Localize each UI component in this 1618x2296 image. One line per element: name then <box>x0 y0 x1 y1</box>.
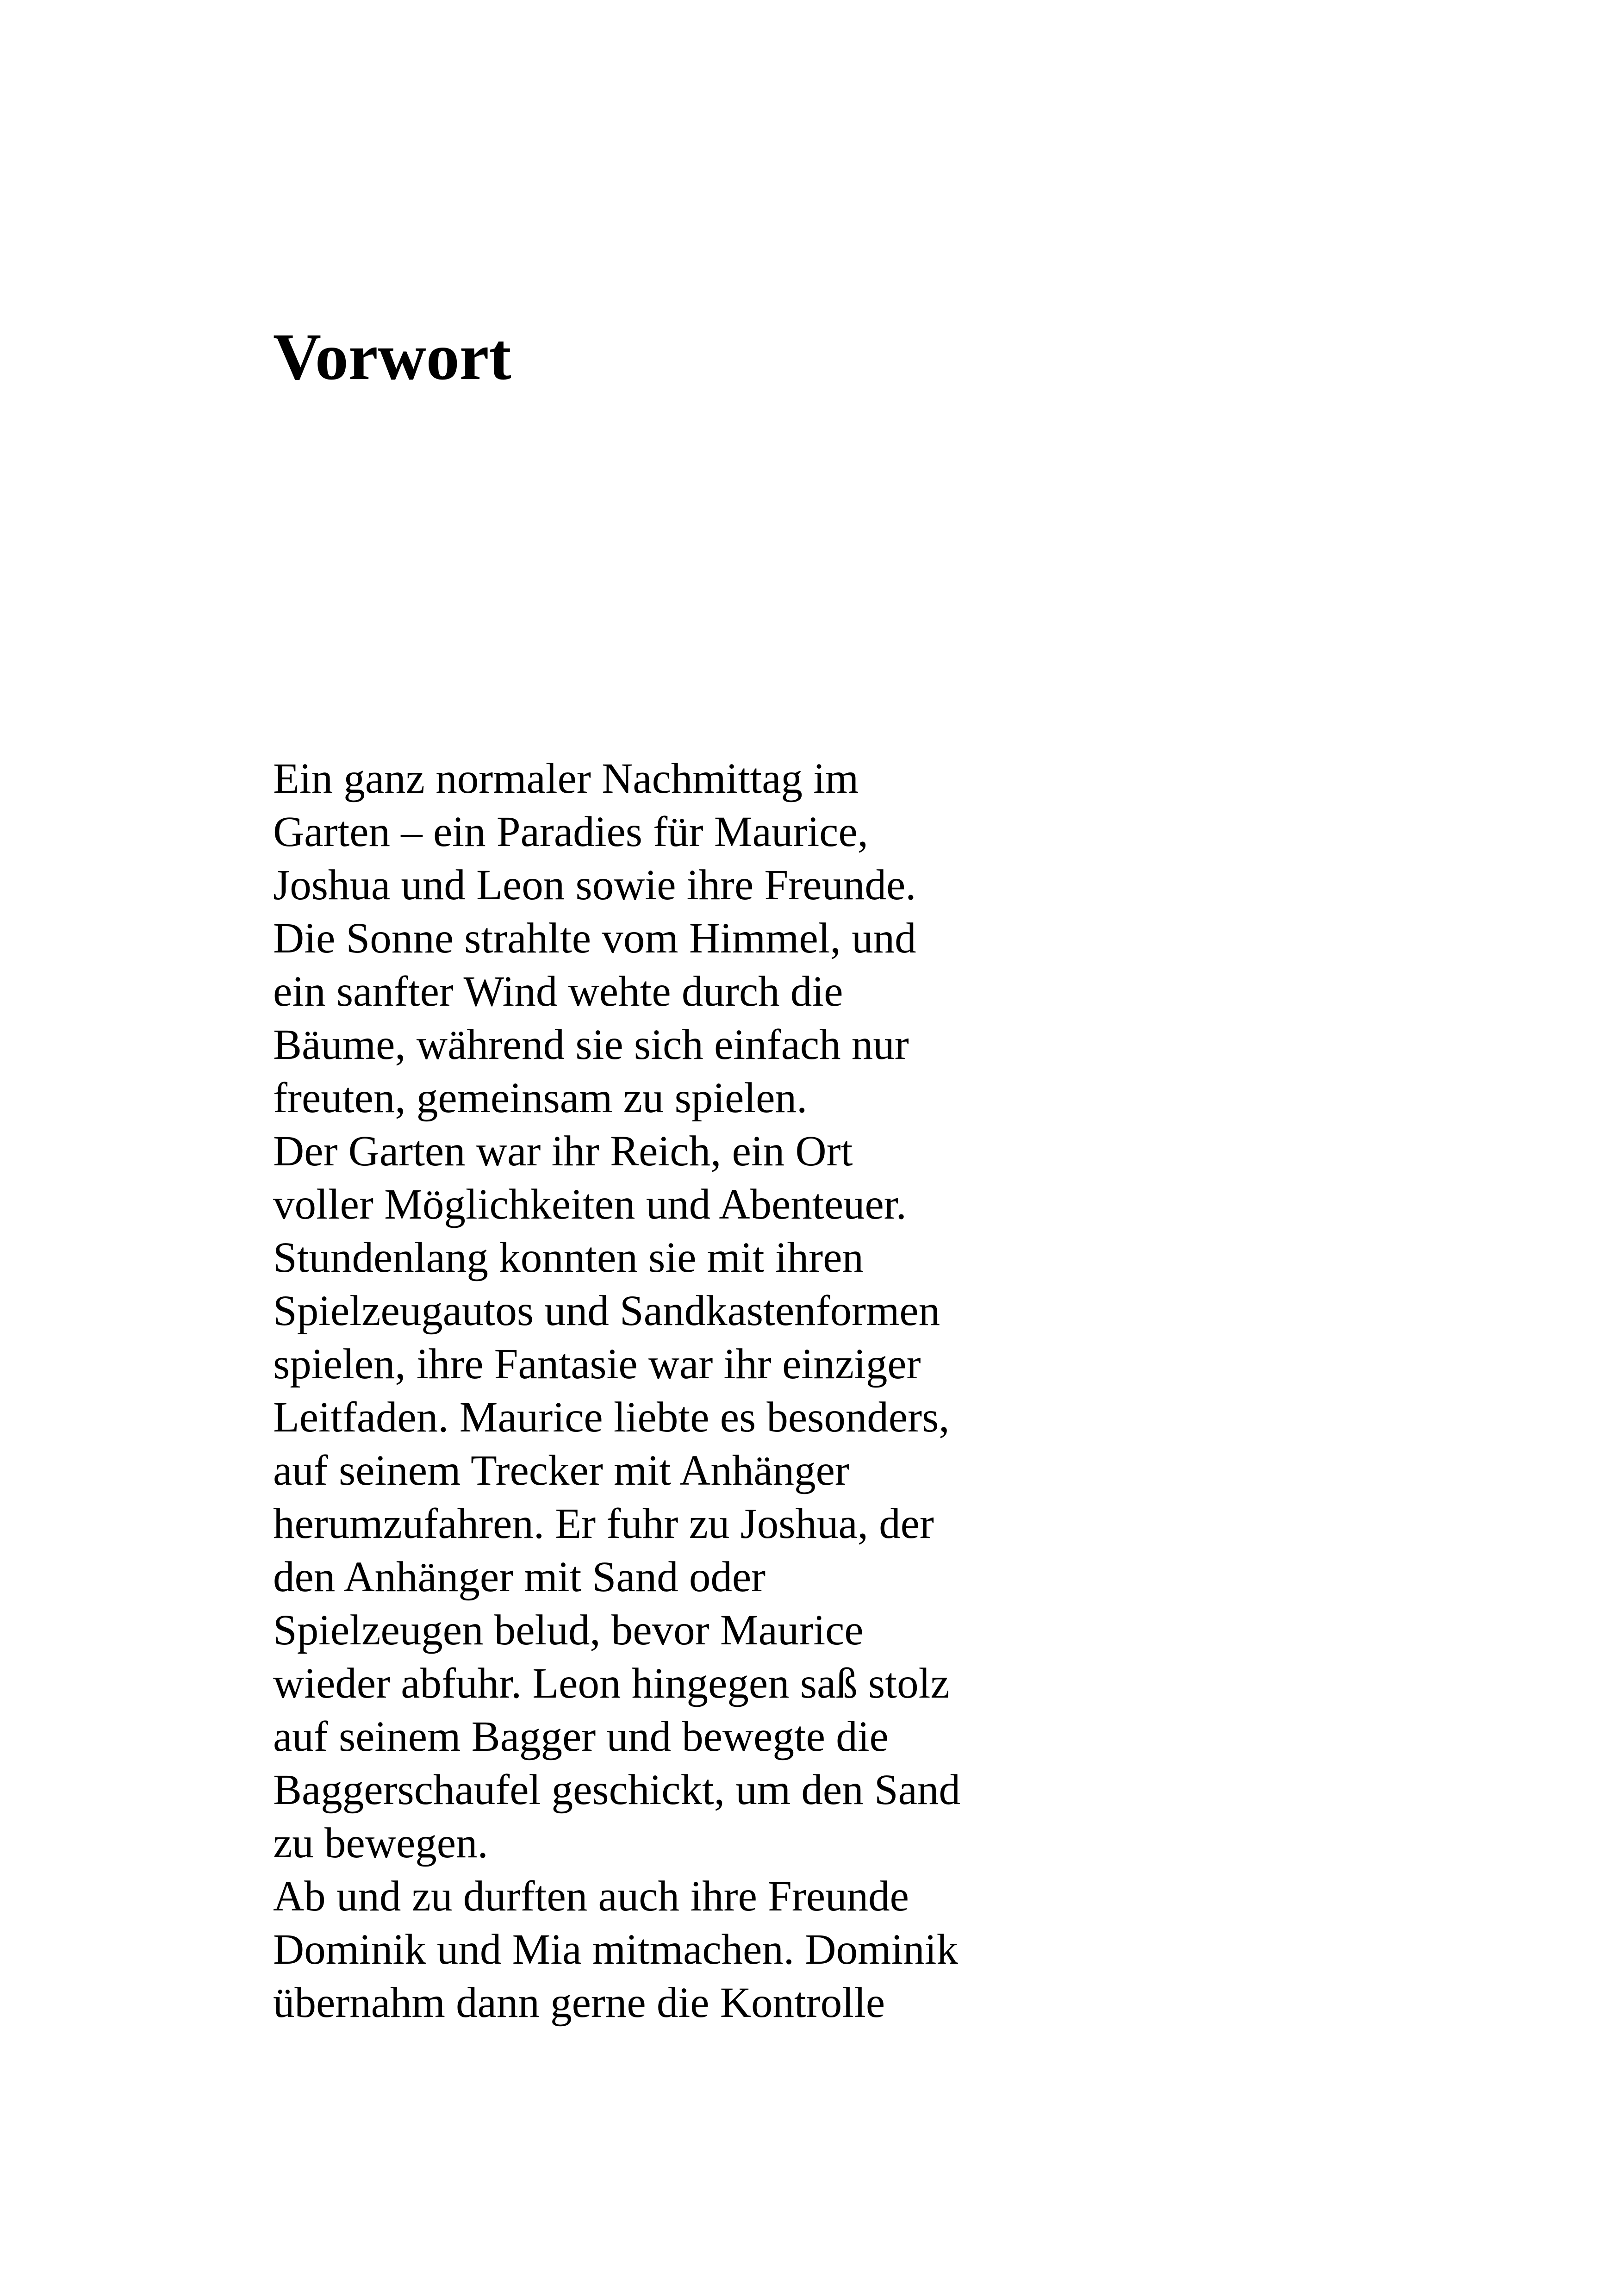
text-line: Dominik und Mia mitmachen. Dominik <box>273 1926 958 1973</box>
text-line: Bäume, während sie sich einfach nur <box>273 1021 909 1069</box>
text-line: auf seinem Trecker mit Anhänger <box>273 1447 849 1494</box>
text-line: herumzufahren. Er fuhr zu Joshua, der <box>273 1500 934 1548</box>
text-line: Die Sonne strahlte vom Himmel, und <box>273 915 916 962</box>
text-line: ein sanfter Wind wehte durch die <box>273 968 843 1015</box>
text-line: Ein ganz normaler Nachmittag im <box>273 755 859 803</box>
text-line: freuten, gemeinsam zu spielen. <box>273 1074 808 1122</box>
text-line: spielen, ihre Fantasie war ihr einziger <box>273 1340 921 1388</box>
text-line: Der Garten war ihr Reich, ein Ort <box>273 1127 853 1175</box>
text-line: wieder abfuhr. Leon hingegen saß stolz <box>273 1660 950 1707</box>
text-line: Ab und zu durften auch ihre Freunde <box>273 1873 909 1920</box>
text-line: Spielzeugen belud, bevor Maurice <box>273 1606 864 1654</box>
text-line: Leitfaden. Maurice liebte es besonders, <box>273 1394 950 1441</box>
text-line: voller Möglichkeiten und Abenteuer. <box>273 1181 907 1228</box>
text-line: Garten – ein Paradies für Maurice, <box>273 808 868 856</box>
text-line: Baggerschaufel geschickt, um den Sand <box>273 1766 960 1814</box>
text-line: übernahm dann gerne die Kontrolle <box>273 1979 885 2027</box>
text-line: Spielzeugautos und Sandkastenformen <box>273 1287 940 1335</box>
body-text <box>273 752 1060 2029</box>
page-heading: Vorwort <box>273 320 511 394</box>
text-line: Stundenlang konnten sie mit ihren <box>273 1234 864 1282</box>
text-line: zu bewegen. <box>273 1819 488 1867</box>
text-line: auf seinem Bagger und bewegte die <box>273 1713 889 1761</box>
text-line: Joshua und Leon sowie ihre Freunde. <box>273 861 916 909</box>
text-line: den Anhänger mit Sand oder <box>273 1553 766 1601</box>
